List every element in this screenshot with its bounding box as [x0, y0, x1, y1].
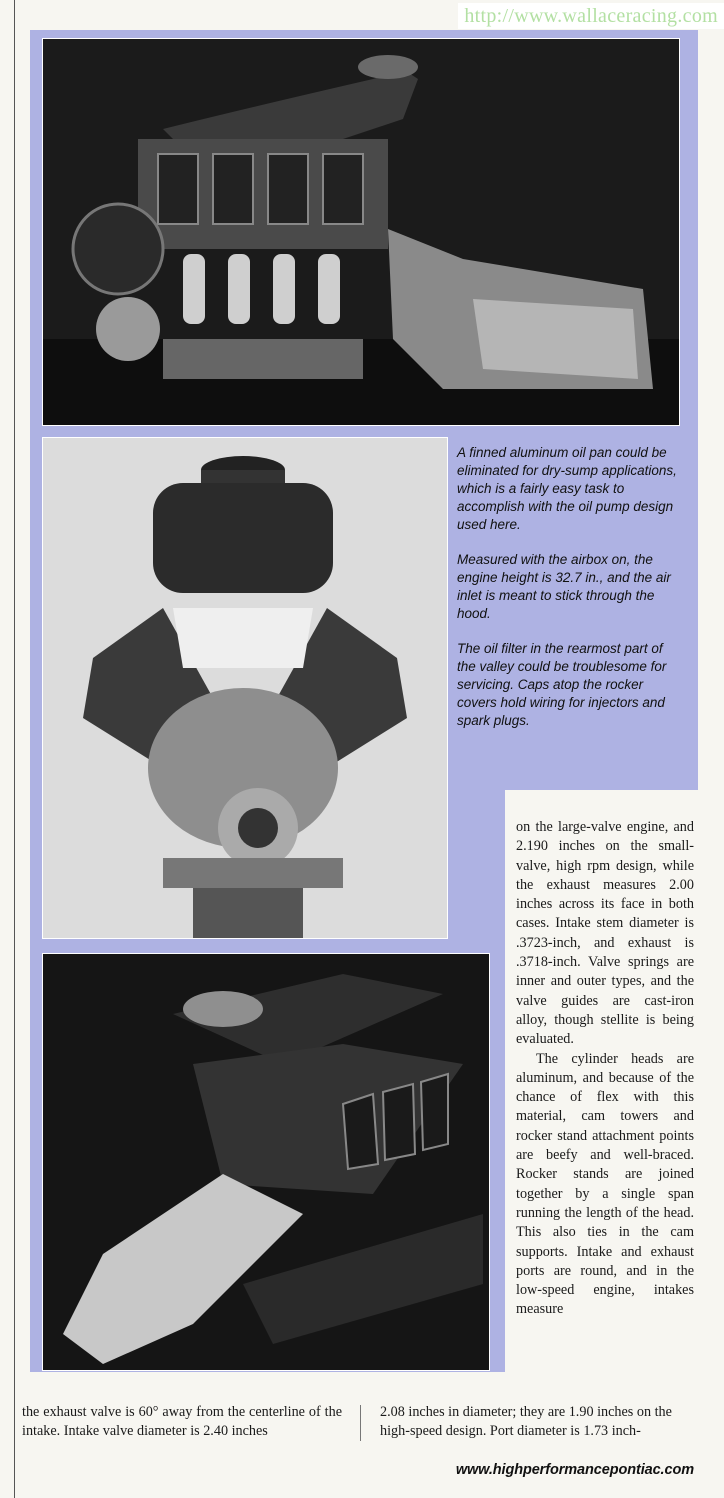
watermark-url: http://www.wallaceracing.com [458, 3, 724, 29]
footer-url: www.highperformancepontiac.com [455, 1462, 694, 1478]
caption-paragraph-2: Measured with the airbox on, the engine height is 32.7 in., and the air inlet is meant to stick through the hood. [457, 552, 671, 621]
column-rule [14, 0, 15, 1498]
caption-paragraph-1: A finned aluminum oil pan could be eliminated for dry-sump applications, which is a fairly easy task to accomplish with the oil pump design used here. [457, 445, 677, 532]
article-bottom-left: the exhaust valve is 60° away from the centerline of the intake. Intake valve diameter is 2.40 inches [22, 1404, 342, 1440]
engine-front-view-photo [42, 437, 448, 939]
article-column-right [516, 818, 694, 1320]
body-paragraph-1: on the large-valve engine, and 2.190 inches on the small-valve, high rpm design, while the exhaust measures 2.00 inches across its face in both cases. Intake stem diameter is .3723-inch, and exhaust is .3718-inch. Valve springs are inner and outer types, and the valve guides are cast-iron alloy, though stellite is being evaluated. [516, 819, 694, 1048]
engine-side-view-photo [42, 38, 680, 426]
column-divider [360, 1405, 361, 1441]
caption-paragraph-3: The oil filter in the rearmost part of the valley could be troublesome for servicing. Caps atop the rocker covers hold wiring for injectors and spark plugs. [457, 641, 667, 728]
engine-three-quarter-photo [42, 953, 490, 1371]
photo-caption [457, 444, 685, 747]
article-bottom-right: 2.08 inches in diameter; they are 1.90 inches on the high-speed design. Port diameter is 1.73 inch- [380, 1404, 672, 1440]
body-paragraph-2: The cylinder heads are aluminum, and because of the chance of flex with this material, cam towers and rocker stand attachment points are beefy and well-braced. Rocker stands are joined together by a single span running the length of the head. This also ties in the cam supports. Intake and exhaust ports are round, and in the low-speed engine, intakes measure [516, 1050, 694, 1318]
